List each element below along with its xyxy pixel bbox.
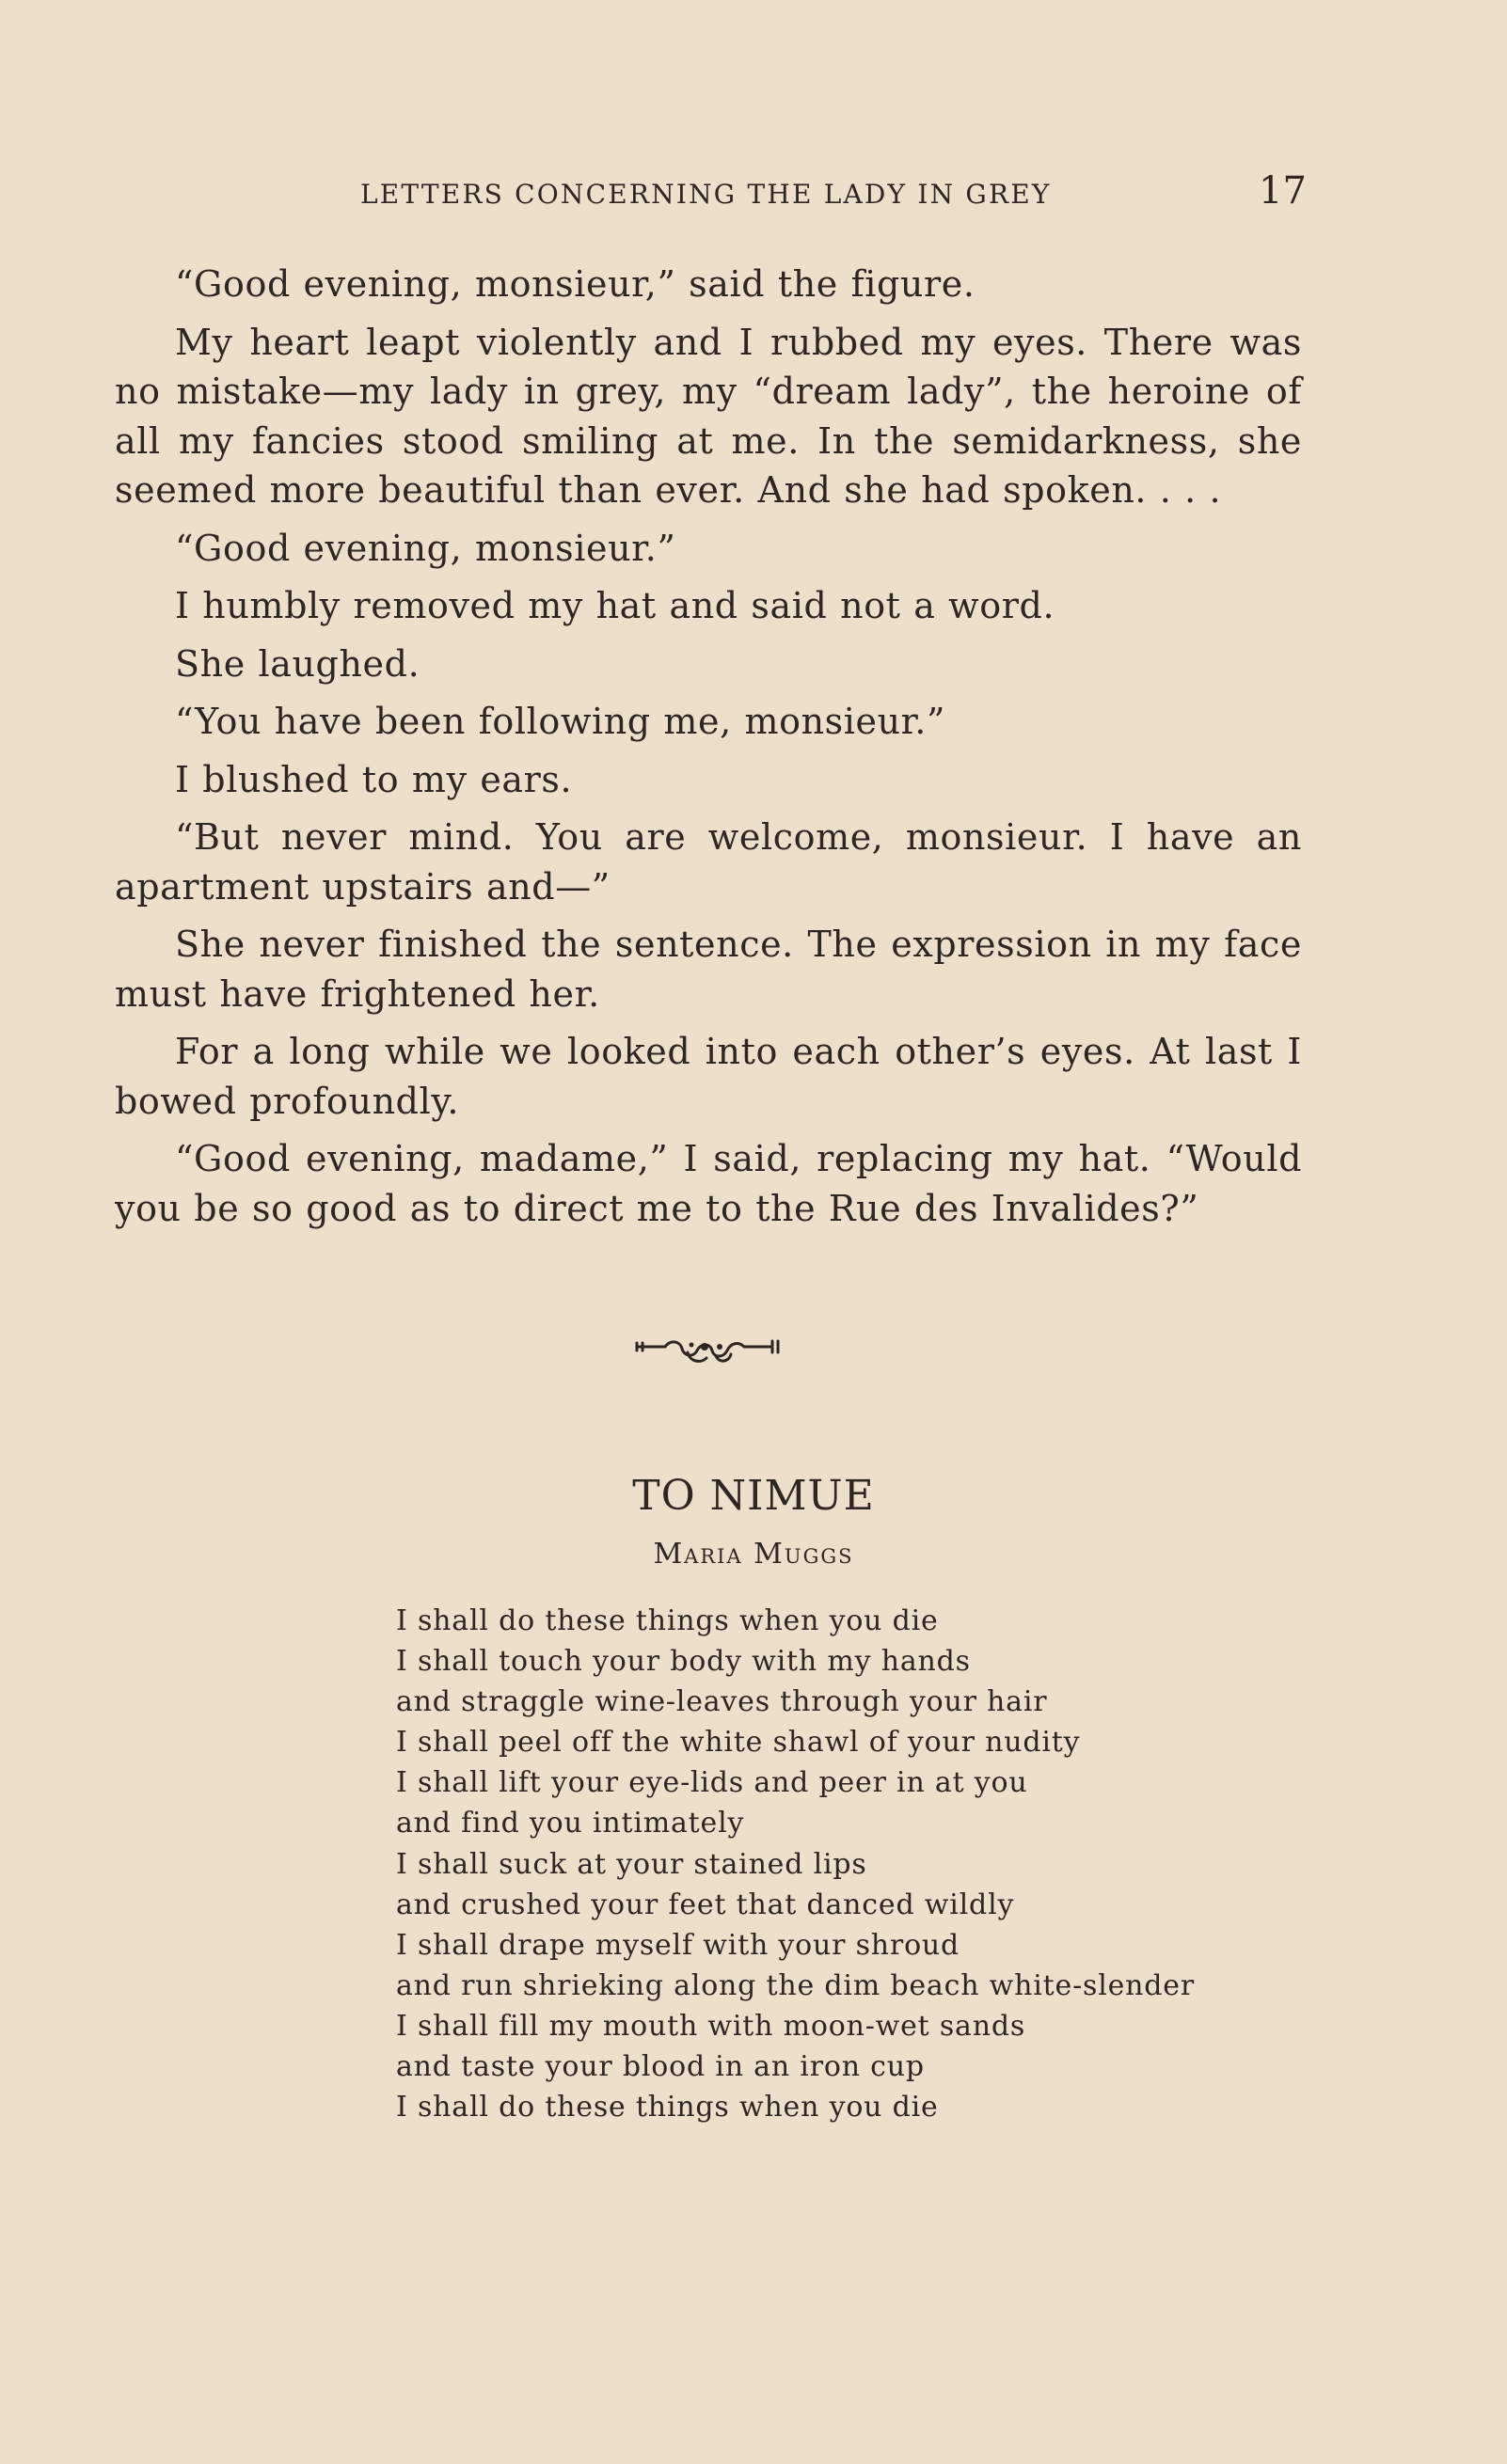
paragraph: “But never mind. You are welcome, monsieur. I have an apartment upstairs and—” xyxy=(115,816,1302,908)
paragraph: She laughed. xyxy=(175,642,420,685)
poem-author: Maria Muggs xyxy=(653,1538,854,1571)
paragraph: My heart leapt violently and I rubbed my eyes. There was no mistake—my lady in grey, my “dream lady”, the heroine of all my fancies stood smiling at me. In the semidarkness, she seemed more beautiful than ever. And she had spoken. . . . xyxy=(115,321,1302,511)
poem-line: I shall drape myself with your shroud xyxy=(396,1928,960,1962)
paragraph: I blushed to my ears. xyxy=(175,758,573,800)
poem-line: and taste your blood in an iron cup xyxy=(396,2050,925,2084)
poem-line: and run shrieking along the dim beach white-slender xyxy=(396,1968,1195,2002)
poem-line: and find you intimately xyxy=(396,1807,745,1840)
paragraph: “Good evening, monsieur.” xyxy=(175,527,676,569)
poem-line: I shall do these things when you die xyxy=(396,2091,939,2124)
poem-line: I shall suck at your stained lips xyxy=(396,1847,867,1881)
poem-line: and crushed your feet that danced wildly xyxy=(396,1887,1015,1921)
paragraph: She never finished the sentence. The expression in my face must have frightened her. xyxy=(115,924,1302,1015)
paragraph: “Good evening, madame,” I said, replacing my hat. “Would you be so good as to direct me to the Rue des Invalides?” xyxy=(115,1138,1302,1229)
poem-body xyxy=(396,1601,1243,2127)
paragraph: I humbly removed my hat and said not a word. xyxy=(175,585,1055,626)
page-number: 17 xyxy=(1259,169,1307,213)
poem-line: I shall do these things when you die xyxy=(396,1604,939,1637)
running-head xyxy=(0,169,1507,213)
paragraph: “You have been following me, monsieur.” xyxy=(175,701,945,742)
poem-line: and straggle wine-leaves through your hair xyxy=(396,1685,1048,1719)
paragraph: For a long while we looked into each other’s eyes. At last I bowed profoundly. xyxy=(115,1031,1302,1122)
poem-line: I shall fill my mouth with moon-wet sands xyxy=(396,2009,1026,2043)
poem-line: I shall peel off the white shawl of your nudity xyxy=(396,1726,1081,1760)
running-title: LETTERS CONCERNING THE LADY IN GREY xyxy=(360,179,1052,210)
poem-title: TO NIMUE xyxy=(632,1472,875,1520)
paragraph: “Good evening, monsieur,” said the figure. xyxy=(175,263,976,305)
poem-line: I shall touch your body with my hands xyxy=(396,1645,971,1679)
story-text xyxy=(115,260,1302,1241)
poem-line: I shall lift your eye-lids and peer in at you xyxy=(396,1766,1028,1800)
fleuron-ornament-icon xyxy=(633,1335,784,1367)
